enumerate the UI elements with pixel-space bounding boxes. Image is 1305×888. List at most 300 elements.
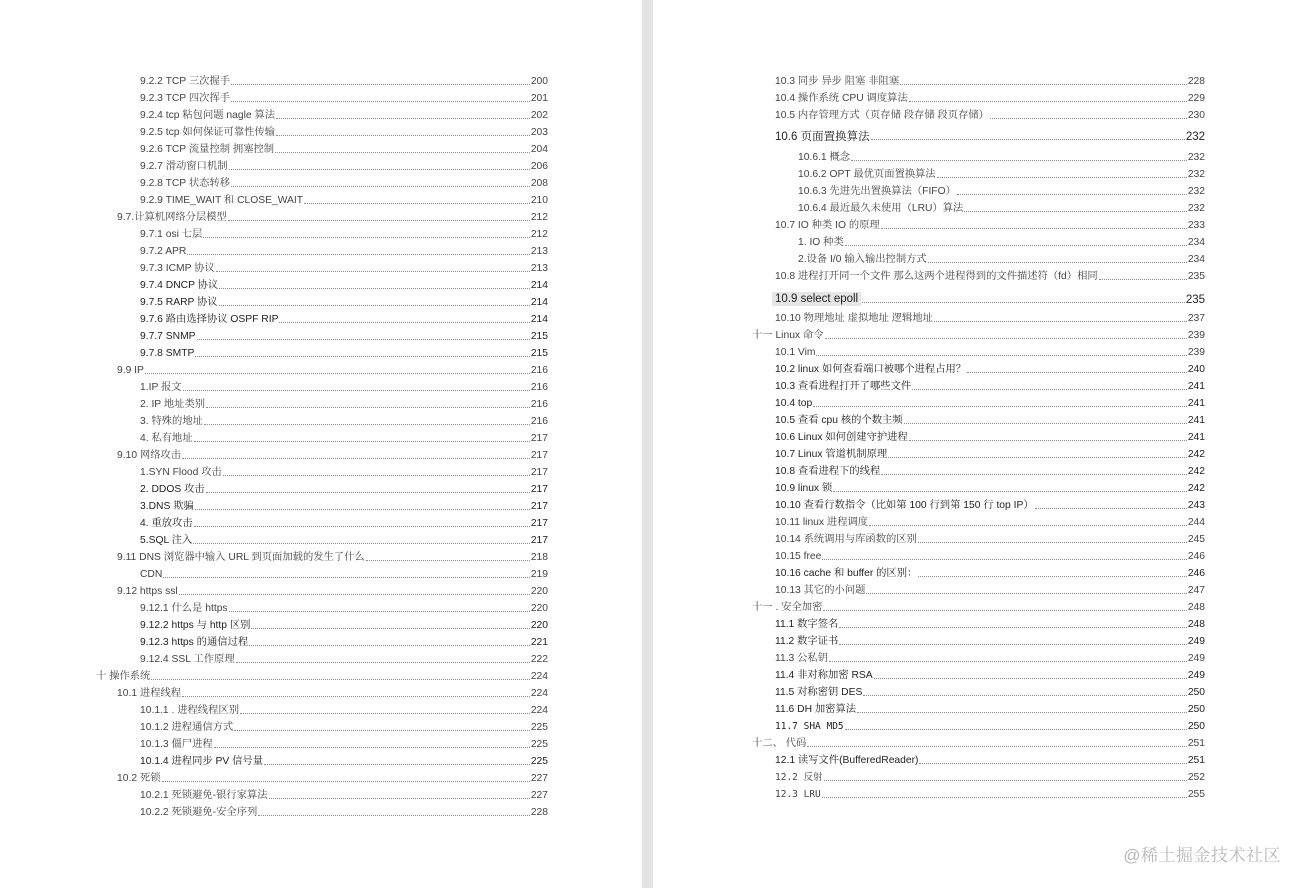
toc-page-number: 249 — [1187, 653, 1205, 664]
toc-entry[interactable] — [140, 246, 548, 258]
toc-entry[interactable] — [140, 195, 548, 207]
toc-entry[interactable] — [140, 603, 548, 615]
toc-page-number: 247 — [1187, 585, 1205, 596]
toc-leader-dots — [304, 203, 530, 204]
toc-entry[interactable] — [140, 654, 548, 666]
toc-entry[interactable] — [117, 688, 548, 700]
toc-page-number: 215 — [530, 331, 548, 342]
toc-page-number: 216 — [530, 416, 548, 427]
toc-leader-dots — [869, 525, 1187, 526]
toc-entry[interactable] — [140, 535, 548, 547]
toc-entry-label: 12.1 读写文件(BufferedReader) — [775, 755, 919, 766]
toc-page-number: 250 — [1187, 704, 1205, 715]
toc-leader-dots — [194, 441, 530, 442]
toc-entry-label: 10.11 linux 进程调度 — [775, 517, 869, 528]
toc-entry[interactable] — [798, 169, 1205, 181]
toc-page-number: 215 — [530, 348, 548, 359]
toc-leader-dots — [279, 322, 529, 323]
toc-page-number: 222 — [530, 654, 548, 665]
toc-entry[interactable] — [775, 220, 1205, 232]
toc-entry-label: 10.9 linux 锁 — [775, 483, 833, 494]
page-gutter — [642, 0, 653, 888]
toc-page-number: 241 — [1187, 432, 1205, 443]
toc-entry-label: 4. 重放攻击 — [140, 518, 193, 529]
toc-leader-dots — [934, 321, 1187, 322]
toc-entry-label: 10.6.2 OPT 最优页面置换算法 — [798, 169, 936, 180]
toc-entry-label: 9.7.8 SMTP — [140, 348, 195, 359]
right-page — [653, 0, 1305, 888]
toc-entry-label: 十一 . 安全加密 — [752, 602, 823, 613]
toc-entry[interactable] — [775, 415, 1205, 427]
toc-leader-dots — [839, 627, 1186, 628]
toc-page-number: 252 — [1187, 772, 1205, 783]
toc-entry[interactable] — [140, 756, 548, 768]
toc-page-number: 239 — [1187, 347, 1205, 358]
toc-page-number: 216 — [530, 399, 548, 410]
toc-entry-label: 10.3 查看进程打开了哪些文件 — [775, 381, 912, 392]
toc-entry[interactable] — [140, 467, 548, 479]
toc-entry[interactable] — [775, 364, 1205, 376]
toc-page-number: 240 — [1187, 364, 1205, 375]
toc-entry-label: 1.SYN Flood 攻击 — [140, 467, 222, 478]
toc-entry[interactable] — [775, 517, 1205, 529]
toc-leader-dots — [179, 594, 530, 595]
toc-leader-dots — [964, 211, 1186, 212]
toc-leader-dots — [825, 338, 1187, 339]
toc-page-number: 224 — [530, 671, 548, 682]
toc-entry[interactable] — [140, 399, 548, 411]
toc-page-number: 255 — [1187, 789, 1205, 800]
toc-leader-dots — [909, 101, 1187, 102]
toc-entry[interactable] — [775, 381, 1205, 393]
toc-page-number: 212 — [530, 212, 548, 223]
toc-entry[interactable] — [140, 501, 548, 513]
toc-leader-dots — [214, 747, 530, 748]
toc-page-number: 234 — [1187, 237, 1205, 248]
toc-entry-label: 12.3 LRU — [775, 789, 821, 800]
toc-entry-label: 10.1.1 . 进程线程区别 — [140, 705, 239, 716]
toc-entry-label: 11.1 数字签名 — [775, 619, 839, 630]
toc-entry[interactable] — [140, 110, 548, 122]
toc-leader-dots — [967, 372, 1187, 373]
toc-page-number: 232 — [1187, 169, 1205, 180]
toc-leader-dots — [269, 798, 530, 799]
toc-entry[interactable] — [117, 773, 548, 785]
toc-entry-label: 10.13 其它的小问题 — [775, 585, 866, 596]
toc-entry[interactable] — [798, 254, 1205, 266]
toc-entry-label: 10.2.2 死锁避免-安全序列 — [140, 807, 258, 818]
toc-leader-dots — [928, 262, 1187, 263]
toc-entry[interactable] — [140, 433, 548, 445]
toc-entry[interactable] — [117, 586, 548, 598]
toc-entry-label: 1.IP 报文 — [140, 382, 182, 393]
toc-entry[interactable] — [140, 331, 548, 343]
toc-entry-label: 11.5 对称密钥 DES — [775, 687, 863, 698]
toc-entry-label: 9.7.5 RARP 协议 — [140, 297, 218, 308]
toc-leader-dots — [881, 474, 1187, 475]
toc-leader-dots — [1099, 279, 1187, 280]
toc-leader-dots — [236, 662, 530, 663]
toc-entry-label: 1. IO 种类 — [798, 237, 844, 248]
toc-page-number: 217 — [530, 450, 548, 461]
toc-page-number: 249 — [1187, 636, 1205, 647]
toc-page-number: 220 — [530, 586, 548, 597]
toc-entry-label: 5.SQL 注入 — [140, 535, 193, 546]
toc-leader-dots — [206, 407, 530, 408]
toc-leader-dots — [258, 815, 530, 816]
toc-entry[interactable] — [775, 398, 1205, 410]
toc-page-number: 225 — [530, 722, 548, 733]
toc-leader-dots — [990, 118, 1187, 119]
toc-entry-label: 3.DNS 欺骗 — [140, 501, 194, 512]
toc-page-number: 225 — [530, 756, 548, 767]
toc-entry[interactable] — [117, 365, 548, 377]
toc-leader-dots — [193, 543, 530, 544]
toc-entry-label: 10.7 Linux 管道机制原理 — [775, 449, 888, 460]
toc-entry[interactable] — [798, 237, 1205, 249]
toc-entry[interactable] — [775, 534, 1205, 546]
toc-leader-dots — [223, 475, 530, 476]
toc-entry[interactable] — [140, 807, 548, 819]
toc-entry-label: 11.7 SHA MD5 — [775, 721, 844, 732]
toc-page-number: 235 — [1185, 294, 1205, 306]
left-page — [0, 0, 642, 888]
toc-entry-label: 9.2.7 滑动窗口机制 — [140, 161, 228, 172]
toc-leader-dots — [162, 781, 530, 782]
toc-leader-dots — [366, 560, 530, 561]
toc-entry[interactable] — [140, 484, 548, 496]
toc-entry-label: 10.6.4 最近最久未使用（LRU）算法 — [798, 203, 964, 214]
toc-entry-label: 10.1 进程线程 — [117, 688, 182, 699]
toc-entry-label: 9.7.7 SNMP — [140, 331, 196, 342]
toc-entry-label: 9.12.2 https 与 http 区别 — [140, 620, 251, 631]
toc-entry[interactable] — [775, 93, 1205, 105]
toc-leader-dots — [195, 509, 530, 510]
toc-entry[interactable] — [775, 755, 1205, 767]
toc-entry-label: 9.2.5 tcp 如何保证可靠性传输 — [140, 127, 276, 138]
toc-leader-dots — [219, 288, 530, 289]
toc-entry[interactable] — [775, 772, 1205, 784]
toc-entry[interactable] — [752, 602, 1205, 614]
toc-leader-dots — [912, 389, 1187, 390]
toc-entry-label: 10.5 内存管理方式（页存储 段存储 段页存储） — [775, 110, 989, 121]
toc-leader-dots — [881, 228, 1187, 229]
toc-entry[interactable] — [775, 313, 1205, 325]
toc-entry[interactable] — [140, 144, 548, 156]
toc-entry[interactable] — [775, 619, 1205, 631]
toc-entry-label: 9.2.6 TCP 流量控制 拥塞控制 — [140, 144, 275, 155]
toc-entry[interactable] — [775, 483, 1205, 495]
toc-entry-label: CDN — [140, 569, 163, 580]
toc-leader-dots — [851, 160, 1187, 161]
toc-leader-dots — [813, 406, 1187, 407]
toc-leader-dots — [151, 679, 529, 680]
toc-leader-dots — [863, 695, 1186, 696]
toc-page-number: 241 — [1187, 381, 1205, 392]
toc-entry-label: 9.2.3 TCP 四次挥手 — [140, 93, 231, 104]
toc-entry[interactable] — [140, 76, 548, 88]
toc-page-number: 200 — [530, 76, 548, 87]
toc-page-number: 220 — [530, 620, 548, 631]
toc-leader-dots — [816, 355, 1186, 356]
toc-page-number: 221 — [530, 637, 548, 648]
toc-leader-dots — [251, 628, 529, 629]
toc-entry-label: 10.9 select epoll — [772, 292, 861, 306]
toc-page-number: 220 — [530, 603, 548, 614]
toc-page-number: 227 — [530, 773, 548, 784]
toc-entry[interactable] — [140, 569, 548, 581]
toc-page-number: 202 — [530, 110, 548, 121]
toc-entry[interactable] — [775, 670, 1205, 682]
toc-entry[interactable] — [775, 653, 1205, 665]
toc-entry-label: 11.2 数字证书 — [775, 636, 839, 647]
toc-entry-label: 3. 特殊的地址 — [140, 416, 203, 427]
toc-entry[interactable] — [775, 347, 1205, 359]
toc-entry[interactable] — [775, 789, 1205, 801]
toc-page-number: 212 — [530, 229, 548, 240]
toc-entry-label: 9.2.2 TCP 三次握手 — [140, 76, 231, 87]
toc-entry[interactable] — [775, 704, 1205, 716]
toc-entry[interactable] — [140, 263, 548, 275]
toc-entry-label: 10.6.1 概念 — [798, 152, 851, 163]
toc-entry[interactable] — [140, 722, 548, 734]
toc-entry-label: 10.8 进程打开同一个文件 那么这两个进程得到的文件描述符（fd）相同 — [775, 271, 1098, 282]
toc-leader-dots — [206, 492, 530, 493]
toc-entry-label: 9.10 网络攻击 — [117, 450, 182, 461]
toc-entry[interactable] — [140, 620, 548, 632]
toc-leader-dots — [957, 194, 1187, 195]
toc-entry-label: 9.12.3 https 的通信过程 — [140, 637, 249, 648]
toc-leader-dots — [187, 254, 529, 255]
toc-page-number: 250 — [1187, 687, 1205, 698]
toc-entry-label: 9.7.4 DNCP 协议 — [140, 280, 219, 291]
toc-entry-label: 9.7.1 osi 七层 — [140, 229, 203, 240]
toc-entry[interactable] — [117, 552, 548, 564]
toc-page-number: 214 — [530, 280, 548, 291]
toc-page-number: 241 — [1187, 398, 1205, 409]
toc-page-number: 251 — [1187, 755, 1205, 766]
toc-leader-dots — [839, 644, 1186, 645]
toc-entry-label: 11.3 公私钥 — [775, 653, 829, 664]
toc-entry-label: 9.2.8 TCP 状态转移 — [140, 178, 231, 189]
toc-entry[interactable] — [798, 152, 1205, 164]
toc-page-number: 233 — [1187, 220, 1205, 231]
toc-entry[interactable] — [140, 705, 548, 717]
toc-leader-dots — [937, 177, 1187, 178]
toc-entry[interactable] — [775, 466, 1205, 478]
toc-entry-label: 10.16 cache 和 buffer 的区别： — [775, 568, 918, 579]
toc-entry[interactable] — [96, 671, 548, 683]
toc-leader-dots — [183, 390, 530, 391]
toc-entry[interactable] — [140, 161, 548, 173]
toc-entry[interactable] — [140, 297, 548, 309]
toc-leader-dots — [904, 423, 1187, 424]
toc-page-number: 213 — [530, 263, 548, 274]
toc-leader-dots — [1035, 508, 1187, 509]
toc-leader-dots — [182, 458, 530, 459]
toc-entry[interactable] — [140, 790, 548, 802]
toc-entry-label: 10.4 top — [775, 398, 813, 409]
toc-entry-label: 10.6.3 先进先出置换算法（FIFO） — [798, 186, 956, 197]
toc-page-number: 228 — [530, 807, 548, 818]
toc-entry-label: 10.1.4 进程同步 PV 信号量 — [140, 756, 264, 767]
toc-entry-label: 12.2 反射 — [775, 772, 823, 783]
toc-entry-label: 10.4 操作系统 CPU 调度算法 — [775, 93, 908, 104]
toc-entry-label: 9.9 IP — [117, 365, 144, 376]
toc-page-number: 250 — [1187, 721, 1205, 732]
toc-entry-label: 9.11 DNS 浏览器中输入 URL 到页面加载的发生了什么 — [117, 552, 365, 563]
toc-leader-dots — [874, 678, 1187, 679]
toc-leader-dots — [234, 730, 530, 731]
toc-page-number: 216 — [530, 365, 548, 376]
toc-page-number: 219 — [530, 569, 548, 580]
toc-entry[interactable] — [140, 229, 548, 241]
toc-page-number: 213 — [530, 246, 548, 257]
toc-page-number: 201 — [530, 93, 548, 104]
toc-page-number: 241 — [1187, 415, 1205, 426]
toc-entry-label: 9.12.1 什么是 https — [140, 603, 228, 614]
toc-entry[interactable] — [775, 131, 1205, 143]
toc-page-number: 210 — [530, 195, 548, 206]
toc-entry[interactable] — [140, 314, 548, 326]
toc-entry-label: 4. 私有地址 — [140, 433, 193, 444]
toc-entry[interactable] — [117, 212, 548, 224]
toc-leader-dots — [194, 526, 530, 527]
toc-entry[interactable] — [140, 739, 548, 751]
toc-leader-dots — [845, 245, 1187, 246]
toc-page-number: 217 — [530, 484, 548, 495]
toc-entry-label: 9.12.4 SSL 工作原理 — [140, 654, 235, 665]
toc-entry-label: 10.5 查看 cpu 核的个数主频 — [775, 415, 903, 426]
toc-page-number: 244 — [1187, 517, 1205, 528]
toc-entry-label: 10.8 查看进程下的线程 — [775, 466, 881, 477]
toc-page-number: 206 — [530, 161, 548, 172]
toc-entry-label: 9.12 https ssl — [117, 586, 178, 597]
toc-entry[interactable] — [775, 432, 1205, 444]
toc-entry[interactable] — [117, 450, 548, 462]
toc-page-number: 225 — [530, 739, 548, 750]
toc-leader-dots — [918, 542, 1187, 543]
toc-entry-label: 9.2.4 tcp 粘包问题 nagle 算法 — [140, 110, 276, 121]
toc-entry[interactable] — [798, 203, 1205, 215]
toc-leader-dots — [918, 576, 1186, 577]
toc-page-number: 243 — [1187, 500, 1205, 511]
toc-entry[interactable] — [775, 687, 1205, 699]
toc-entry-label: 10.3 同步 异步 阻塞 非阻塞 — [775, 76, 900, 87]
toc-entry[interactable] — [775, 271, 1205, 283]
toc-entry-label: 10.2.1 死锁避免-银行家算法 — [140, 790, 268, 801]
toc-entry-label: 10.1.2 进程通信方式 — [140, 722, 234, 733]
toc-page-number: 214 — [530, 297, 548, 308]
toc-entry[interactable] — [140, 348, 548, 360]
toc-leader-dots — [228, 220, 530, 221]
toc-leader-dots — [829, 661, 1187, 662]
toc-entry[interactable] — [752, 330, 1205, 342]
toc-leader-dots — [163, 577, 530, 578]
toc-entry-label: 9.7.2 APR — [140, 246, 187, 257]
toc-entry-label: 十一 Linux 命令 — [752, 330, 824, 341]
toc-page-number: 237 — [1187, 313, 1205, 324]
toc-leader-dots — [197, 339, 530, 340]
toc-entry[interactable] — [775, 110, 1205, 122]
toc-entry-label: 10.10 物理地址 虚拟地址 逻辑地址 — [775, 313, 933, 324]
toc-page-number: 217 — [530, 518, 548, 529]
toc-leader-dots — [857, 712, 1187, 713]
toc-entry-label: 10.6 页面置换算法 — [775, 131, 870, 143]
toc-page-number: 232 — [1187, 203, 1205, 214]
toc-page-number: 217 — [530, 501, 548, 512]
toc-entry-label: 10.2 linux 如何查看端口被哪个进程占用？ — [775, 364, 967, 375]
toc-entry-label: 10.1.3 僵尸进程 — [140, 739, 213, 750]
toc-entry-label: 10.15 free — [775, 551, 822, 562]
toc-page-number: 245 — [1187, 534, 1205, 545]
toc-entry-label: 十 操作系统 — [96, 671, 151, 682]
toc-entry[interactable] — [140, 382, 548, 394]
toc-entry-label: 9.2.9 TIME_WAIT 和 CLOSE_WAIT — [140, 195, 304, 206]
toc-entry[interactable] — [775, 721, 1205, 733]
toc-page-number: 232 — [1185, 131, 1205, 143]
toc-leader-dots — [145, 373, 530, 374]
toc-entry[interactable] — [775, 551, 1205, 563]
toc-entry[interactable] — [798, 186, 1205, 198]
toc-entry[interactable] — [775, 500, 1205, 512]
toc-page-number: 216 — [530, 382, 548, 393]
toc-entry[interactable] — [140, 93, 548, 105]
toc-leader-dots — [833, 491, 1187, 492]
toc-leader-dots — [204, 424, 530, 425]
toc-leader-dots — [900, 84, 1187, 85]
toc-entry[interactable] — [775, 292, 1205, 306]
toc-entry[interactable] — [140, 637, 548, 649]
toc-page-number: 218 — [530, 552, 548, 563]
toc-page-number: 248 — [1187, 602, 1205, 613]
toc-entry-label: 11.6 DH 加密算法 — [775, 704, 857, 715]
toc-entry[interactable] — [775, 449, 1205, 461]
toc-entry[interactable] — [140, 518, 548, 530]
toc-entry[interactable] — [140, 280, 548, 292]
toc-entry-label: 2.设备 I/0 输入输出控制方式 — [798, 254, 927, 265]
toc-leader-dots — [824, 780, 1187, 781]
toc-entry[interactable] — [140, 127, 548, 139]
toc-entry[interactable] — [752, 738, 1205, 750]
toc-entry[interactable] — [140, 416, 548, 428]
toc-entry[interactable] — [775, 585, 1205, 597]
toc-entry-label: 2. DDOS 攻击 — [140, 484, 205, 495]
toc-page-number: 228 — [1187, 76, 1205, 87]
toc-entry[interactable] — [775, 568, 1205, 580]
toc-page-number: 242 — [1187, 449, 1205, 460]
toc-page-number: 217 — [530, 535, 548, 546]
toc-entry[interactable] — [140, 178, 548, 190]
toc-entry[interactable] — [775, 76, 1205, 88]
toc-page-number: 242 — [1187, 483, 1205, 494]
toc-leader-dots — [229, 611, 530, 612]
toc-leader-dots — [822, 559, 1186, 560]
toc-leader-dots — [862, 302, 1185, 303]
toc-entry[interactable] — [775, 636, 1205, 648]
toc-page-number: 232 — [1187, 186, 1205, 197]
toc-page-number: 230 — [1187, 110, 1205, 121]
toc-entry-label: 10.7 IO 种类 IO 的原理 — [775, 220, 880, 231]
toc-page-number: 242 — [1187, 466, 1205, 477]
toc-leader-dots — [203, 237, 529, 238]
toc-page-number: 235 — [1187, 271, 1205, 282]
toc-leader-dots — [276, 135, 530, 136]
toc-leader-dots — [823, 610, 1186, 611]
toc-entry-label: 9.7.计算机网络分层模型 — [117, 212, 227, 223]
toc-page-number: 203 — [530, 127, 548, 138]
toc-entry-label: 9.7.6 路由选择协议 OSPF RIP — [140, 314, 279, 325]
